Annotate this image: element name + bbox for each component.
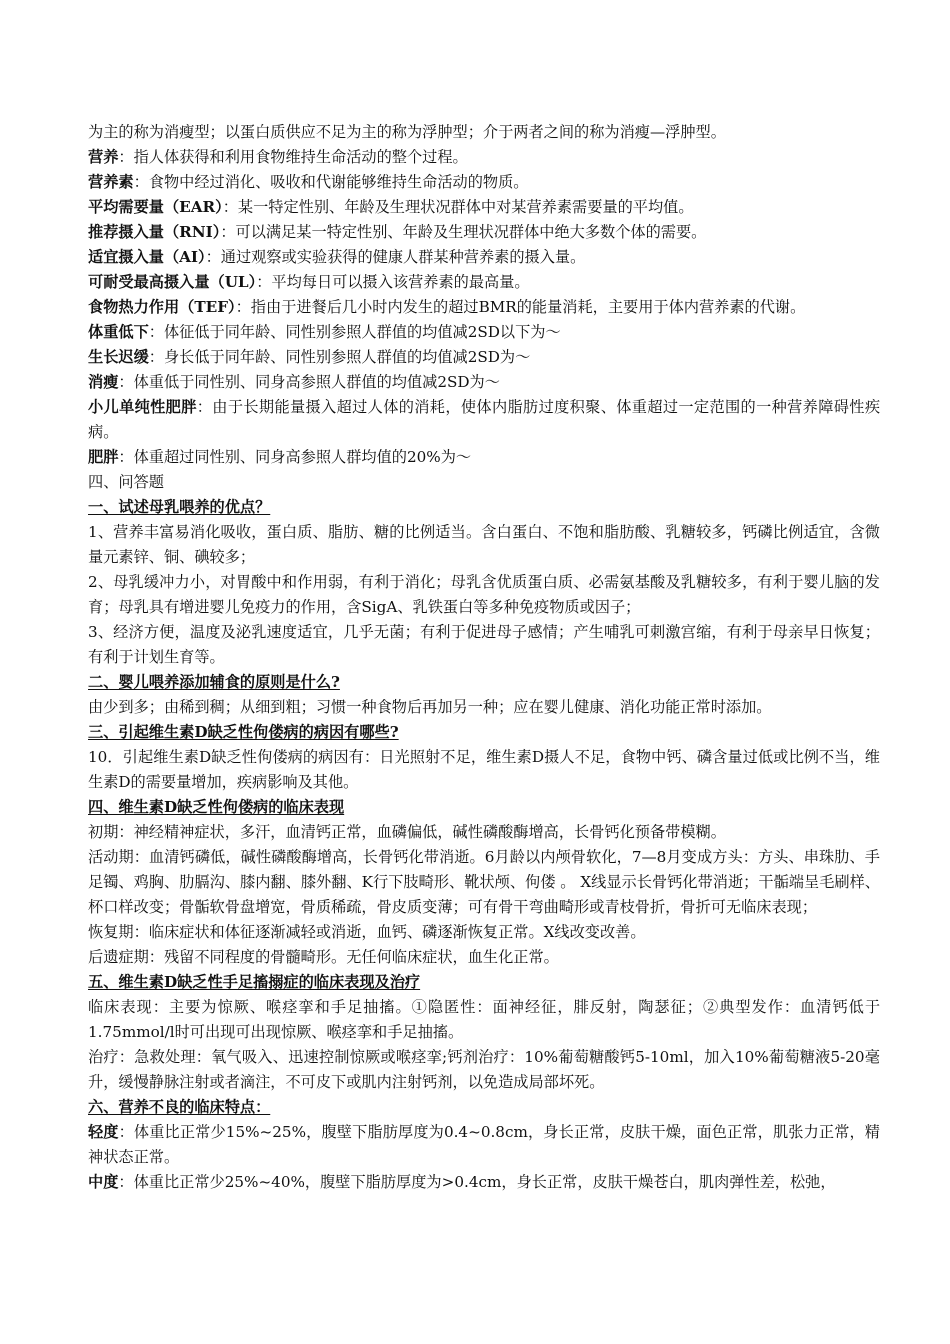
body-paragraph	[88, 945, 880, 970]
paragraph-text: ：体征低于同年龄、同性别参照人群值的均值减2SD以下为～	[148, 323, 561, 341]
definition-paragraph	[88, 170, 880, 195]
body-paragraph	[88, 745, 880, 795]
term-label: 食物热力作用（TEF）	[88, 298, 236, 316]
definition-paragraph	[88, 445, 880, 470]
body-paragraph	[88, 470, 880, 495]
paragraph-text: 初期：神经精神症状，多汗，血清钙正常，血磷偏低，碱性磷酸酶增高，长骨钙化预备带模糊。	[88, 823, 726, 841]
paragraph-text: ：某一特定性别、年龄及生理状况群体中对某营养素需要量的平均值。	[222, 198, 694, 216]
body-paragraph	[88, 520, 880, 570]
body-paragraph	[88, 995, 880, 1045]
paragraph-text: ：平均每日可以摄入该营养素的最高量。	[256, 273, 530, 291]
paragraph-text: ：可以满足某一特定性别、年龄及生理状况群体中绝大多数个体的需要。	[220, 223, 707, 241]
term-label: 小儿单纯性肥胖	[88, 398, 197, 416]
body-paragraph	[88, 920, 880, 945]
definition-paragraph	[88, 220, 880, 245]
paragraph-text: ：指由于进餐后几小时内发生的超过BMR的能量消耗，主要用于体内营养素的代谢。	[235, 298, 806, 316]
definition-paragraph	[88, 195, 880, 220]
section-heading: 五、维生素D缺乏性手足搐搦症的临床表现及治疗	[88, 973, 421, 991]
body-paragraph	[88, 120, 880, 145]
paragraph-text: ：体重比正常少15%~25%，腹壁下脂肪厚度为0.4~0.8cm，身长正常，皮肤干燥，面色正常，肌张力正常，精神状态正常。	[88, 1123, 880, 1166]
paragraph-text: ：通过观察或实验获得的健康人群某种营养素的摄入量。	[205, 248, 586, 266]
term-label: 可耐受最高摄入量（UL）	[88, 273, 257, 291]
section-heading: 二、婴儿喂养添加辅食的原则是什么?	[88, 673, 340, 691]
paragraph-text: 临床表现：主要为惊厥、喉痉挛和手足抽搐。①隐匿性：面神经征，腓反射，陶瑟征；②典型发作：血清钙低于1.75mmol/l时可出现可出现惊厥、喉痉挛和手足抽搐。	[88, 998, 880, 1041]
paragraph-text: ：食物中经过消化、吸收和代谢能够维持生命活动的物质。	[133, 173, 529, 191]
term-label: 体重低下	[88, 323, 149, 341]
definition-paragraph	[88, 1170, 880, 1195]
paragraph-text: ：体重比正常少25%~40%，腹壁下脂肪厚度为>0.4cm，身长正常，皮肤干燥苍白，肌肉弹性差，松弛，	[118, 1173, 836, 1191]
term-label: 推荐摄入量（RNI）	[88, 223, 221, 241]
term-label: 消瘦	[88, 373, 119, 391]
paragraph-text: 治疗：急救处理：氧气吸入、迅速控制惊厥或喉痉挛;钙剂治疗：10%葡萄糖酸钙5-10ml，加入10%葡萄糖液5-20毫升，缓慢静脉注射或者滴注，不可皮下或肌内注射钙剂，以免造成局部坏死。	[88, 1048, 880, 1091]
definition-paragraph	[88, 395, 880, 445]
definition-paragraph	[88, 245, 880, 270]
paragraph-text: 3、经济方便，温度及泌乳速度适宜，几乎无菌；有利于促进母子感情；产生哺乳可刺激宫缩，有利于母亲早日恢复；有利于计划生育等。	[88, 623, 880, 666]
term-label: 中度	[88, 1173, 119, 1191]
paragraph-text: 恢复期：临床症状和体征逐渐减轻或消逝，血钙、磷逐渐恢复正常。X线改变改善。	[88, 923, 646, 941]
paragraph-text: 由少到多；由稀到稠；从细到粗；习惯一种食物后再加另一种；应在婴儿健康、消化功能正常时添加。	[88, 698, 772, 716]
paragraph-text: 10．引起维生素D缺乏性佝偻病的病因有：日光照射不足，维生素D摄人不足，食物中钙、磷含量过低或比例不当，维生素D的需要量增加，疾病影响及其他。	[88, 748, 880, 791]
term-label: 平均需要量（EAR）	[88, 198, 223, 216]
section-heading: 一、试述母乳喂养的优点？	[88, 498, 271, 516]
body-paragraph	[88, 1045, 880, 1095]
section-heading: 四、维生素D缺乏性佝偻病的临床表现	[88, 798, 345, 816]
definition-paragraph	[88, 270, 880, 295]
paragraph-text: 后遗症期：残留不同程度的骨髓畸形。无任何临床症状，血生化正常。	[88, 948, 559, 966]
paragraph-text: ：由于长期能量摄入超过人体的消耗，使体内脂肪过度积聚、体重超过一定范围的一种营养障碍性疾病。	[88, 398, 881, 441]
qa-sections	[88, 495, 880, 1195]
paragraph-text: 2、母乳缓冲力小，对胃酸中和作用弱，有利于消化；母乳含优质蛋白质、必需氨基酸及乳糖较多，有利于婴儿脑的发育；母乳具有增进婴儿免疫力的作用，含SigA、乳铁蛋白等多种免疫物质或因子；	[88, 573, 880, 616]
term-label: 营养	[88, 148, 119, 166]
body-paragraph	[88, 820, 880, 845]
definition-paragraph	[88, 1120, 880, 1170]
definition-paragraph	[88, 145, 880, 170]
paragraph-text: 1、营养丰富易消化吸收，蛋白质、脂肪、糖的比例适当。含白蛋白、不饱和脂肪酸、乳糖较多，钙磷比例适宜，含微量元素锌、铜、碘较多；	[88, 523, 880, 566]
term-label: 营养素	[88, 173, 134, 191]
section-heading: 三、引起维生素D缺乏性佝偻病的病因有哪些?	[88, 723, 399, 741]
paragraph-text: ：指人体获得和利用食物维持生命活动的整个过程。	[118, 148, 468, 166]
definition-paragraph	[88, 295, 880, 320]
definition-paragraph	[88, 345, 880, 370]
definition-paragraph	[88, 370, 880, 395]
term-label: 轻度	[88, 1123, 119, 1141]
body-paragraph	[88, 570, 880, 620]
paragraph-text: 活动期：血清钙磷低，碱性磷酸酶增高，长骨钙化带消逝。6月龄以内颅骨软化，7—8月变成方头：方头、串珠肋、手足镯、鸡胸、肋膈沟、膝内翻、膝外翻、K行下肢畸形、靴状颅、佝偻 。 X线显示长骨钙化带消逝；干骺端呈毛刷样、杯口样改变；骨骺软骨盘增宽，骨质稀疏，骨皮质变薄；可有骨干弯曲畸形或青枝骨折，骨折可无临床表现；	[88, 848, 880, 916]
paragraph-text: ：体重超过同性别、同身高参照人群均值的20%为～	[118, 448, 472, 466]
definition-paragraph	[88, 320, 880, 345]
paragraph-text: ：身长低于同年龄、同性别参照人群值的均值减2SD为～	[148, 348, 531, 366]
term-label: 适宜摄入量（AI）	[88, 248, 206, 266]
paragraph-text: 四、问答题	[88, 473, 164, 491]
term-label: 肥胖	[88, 448, 119, 466]
body-paragraph	[88, 695, 880, 720]
body-paragraph	[88, 620, 880, 670]
document-page	[88, 120, 880, 1195]
section-heading: 六、营养不良的临床特点：	[88, 1098, 271, 1116]
term-label: 生长迟缓	[88, 348, 149, 366]
definitions-block	[88, 120, 880, 495]
paragraph-text: 为主的称为消瘦型；以蛋白质供应不足为主的称为浮肿型；介于两者之间的称为消瘦—浮肿型。	[88, 123, 726, 141]
body-paragraph	[88, 845, 880, 920]
paragraph-text: ：体重低于同性别、同身高参照人群值的均值减2SD为～	[118, 373, 500, 391]
